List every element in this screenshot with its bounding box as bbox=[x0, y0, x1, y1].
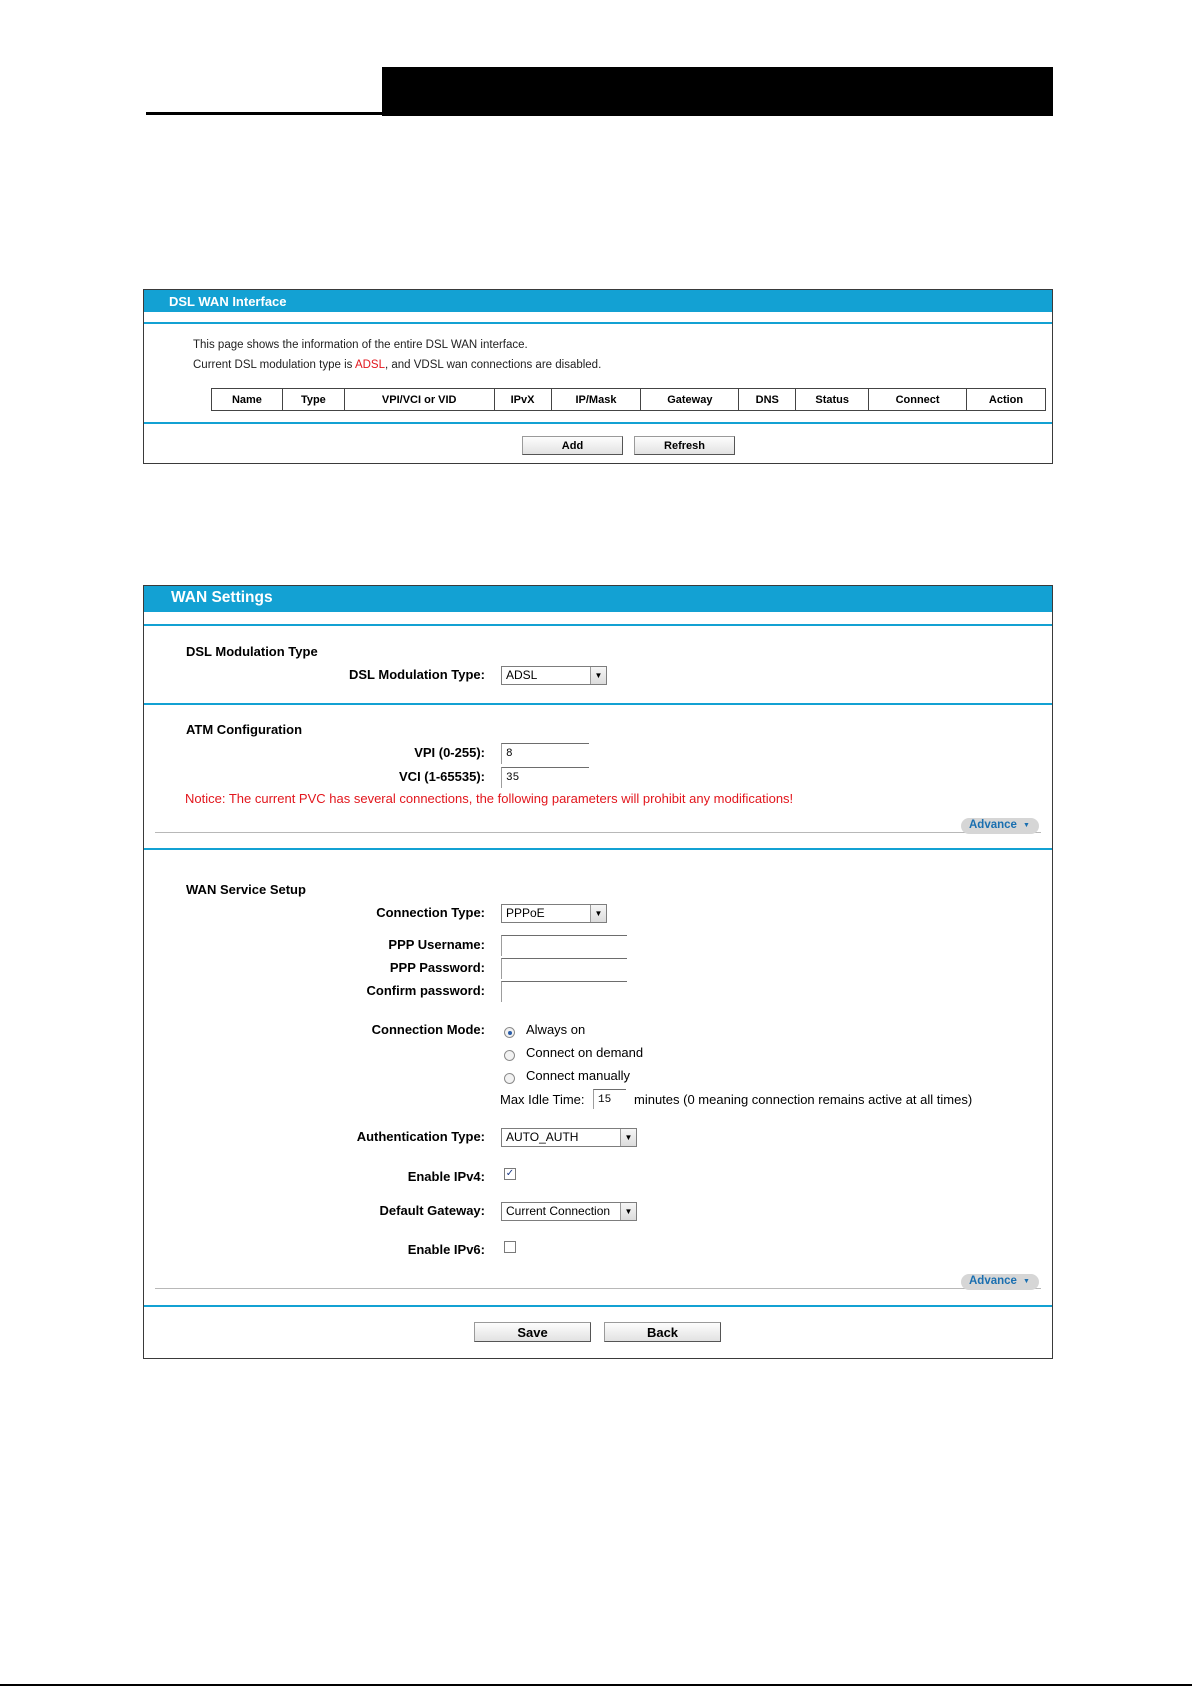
advance-divider bbox=[155, 832, 1041, 833]
divider bbox=[144, 703, 1052, 705]
dropdown-arrow-icon: ▼ bbox=[590, 667, 606, 684]
vpi-label: VPI (0-255): bbox=[414, 745, 485, 760]
modulation-prefix: Current DSL modulation type is bbox=[193, 359, 355, 371]
confirm-password-input[interactable] bbox=[501, 981, 627, 1002]
confirm-password-label: Confirm password: bbox=[366, 983, 485, 998]
dsl-modulation-select[interactable] bbox=[501, 666, 607, 685]
divider bbox=[144, 422, 1052, 424]
col-header-action: Action bbox=[967, 389, 1046, 411]
radio-connect-on-demand-label: Connect on demand bbox=[526, 1045, 644, 1060]
connection-type-label: Connection Type: bbox=[376, 905, 485, 920]
radio-always-on[interactable] bbox=[504, 1027, 515, 1038]
dropdown-arrow-icon: ▼ bbox=[590, 905, 606, 922]
vci-label: VCI (1-65535): bbox=[399, 769, 485, 784]
modulation-text bbox=[193, 359, 601, 371]
header-bar bbox=[382, 67, 1053, 116]
caret-down-icon: ▼ bbox=[1022, 822, 1030, 829]
refresh-button[interactable]: Refresh bbox=[634, 436, 735, 455]
ppp-password-input[interactable] bbox=[501, 958, 627, 979]
max-idle-label: Max Idle Time: bbox=[500, 1092, 585, 1107]
enable-ipv6-checkbox[interactable] bbox=[504, 1241, 516, 1253]
dsl-modulation-label: DSL Modulation Type: bbox=[348, 667, 485, 682]
max-idle-input[interactable]: 15 bbox=[593, 1089, 626, 1109]
connection-type-value: PPPoE bbox=[506, 906, 545, 920]
dropdown-arrow-icon: ▼ bbox=[620, 1203, 636, 1220]
col-header-type: Type bbox=[282, 389, 344, 411]
connection-type-select[interactable] bbox=[501, 904, 607, 923]
col-header-gateway: Gateway bbox=[641, 389, 739, 411]
authentication-type-label: Authentication Type: bbox=[356, 1129, 485, 1144]
authentication-type-select[interactable] bbox=[501, 1128, 637, 1147]
divider bbox=[144, 624, 1052, 626]
radio-connect-manually[interactable] bbox=[504, 1073, 515, 1084]
col-header-name: Name bbox=[212, 389, 283, 411]
dropdown-arrow-icon: ▼ bbox=[620, 1129, 636, 1146]
divider bbox=[144, 1305, 1052, 1307]
modulation-suffix: , and VDSL wan connections are disabled. bbox=[384, 359, 602, 371]
service-advance-label: Advance bbox=[969, 1275, 1017, 1287]
vci-input[interactable]: 35 bbox=[501, 767, 589, 788]
modulation-value: ADSL bbox=[354, 359, 385, 371]
enable-ipv4-checkbox[interactable] bbox=[504, 1168, 516, 1180]
max-idle-suffix: minutes (0 meaning connection remains active at all times) bbox=[634, 1092, 973, 1107]
panel-title: DSL WAN Interface bbox=[144, 290, 1052, 312]
save-button[interactable]: Save bbox=[474, 1322, 591, 1342]
default-gateway-select[interactable] bbox=[501, 1202, 637, 1221]
radio-connect-manually-label: Connect manually bbox=[526, 1068, 631, 1083]
intro-text: This page shows the information of the entire DSL WAN interface. bbox=[193, 339, 528, 351]
ppp-password-label: PPP Password: bbox=[389, 960, 485, 975]
col-header-ipvx: IPvX bbox=[494, 389, 551, 411]
add-button[interactable]: Add bbox=[522, 436, 623, 455]
back-button[interactable]: Back bbox=[604, 1322, 721, 1342]
atm-advance-button[interactable] bbox=[961, 818, 1039, 834]
wan-settings-panel bbox=[143, 585, 1053, 1359]
ppp-username-label: PPP Username: bbox=[388, 937, 485, 952]
pvc-notice: Notice: The current PVC has several connections, the following parameters will prohibit any modifications! bbox=[185, 791, 794, 806]
service-advance-button[interactable] bbox=[961, 1274, 1039, 1290]
col-header-dns: DNS bbox=[739, 389, 796, 411]
enable-ipv6-label: Enable IPv6: bbox=[407, 1242, 485, 1257]
wan-service-section-title: WAN Service Setup bbox=[186, 882, 306, 897]
vpi-input[interactable]: 8 bbox=[501, 743, 589, 764]
radio-always-on-label: Always on bbox=[526, 1022, 586, 1037]
caret-down-icon: ▼ bbox=[1022, 1278, 1030, 1285]
dsl-modulation-value: ADSL bbox=[506, 668, 538, 682]
col-header-ip-mask: IP/Mask bbox=[551, 389, 641, 411]
enable-ipv4-label: Enable IPv4: bbox=[407, 1169, 485, 1184]
authentication-type-value: AUTO_AUTH bbox=[506, 1130, 579, 1144]
col-header-vpi-vci: VPI/VCI or VID bbox=[344, 389, 494, 411]
atm-section-title: ATM Configuration bbox=[186, 722, 303, 737]
connection-mode-label: Connection Mode: bbox=[371, 1022, 485, 1037]
default-gateway-value: Current Connection bbox=[506, 1204, 611, 1218]
advance-divider bbox=[155, 1288, 1041, 1289]
dsl-wan-interface-panel bbox=[143, 289, 1053, 464]
dsl-modulation-section-title: DSL Modulation Type bbox=[186, 644, 318, 659]
wan-connection-table bbox=[211, 388, 1046, 411]
ppp-username-input[interactable] bbox=[501, 935, 627, 956]
divider bbox=[144, 322, 1052, 324]
checkbox-icon: ✓ bbox=[505, 1168, 515, 1179]
col-header-connect: Connect bbox=[869, 389, 967, 411]
header-underline bbox=[146, 112, 382, 115]
radio-connect-on-demand[interactable] bbox=[504, 1050, 515, 1061]
table-header-row bbox=[212, 389, 1046, 411]
default-gateway-label: Default Gateway: bbox=[379, 1203, 485, 1218]
divider bbox=[144, 848, 1052, 850]
panel-title: WAN Settings bbox=[144, 586, 1052, 612]
col-header-status: Status bbox=[796, 389, 869, 411]
atm-advance-label: Advance bbox=[969, 819, 1017, 831]
